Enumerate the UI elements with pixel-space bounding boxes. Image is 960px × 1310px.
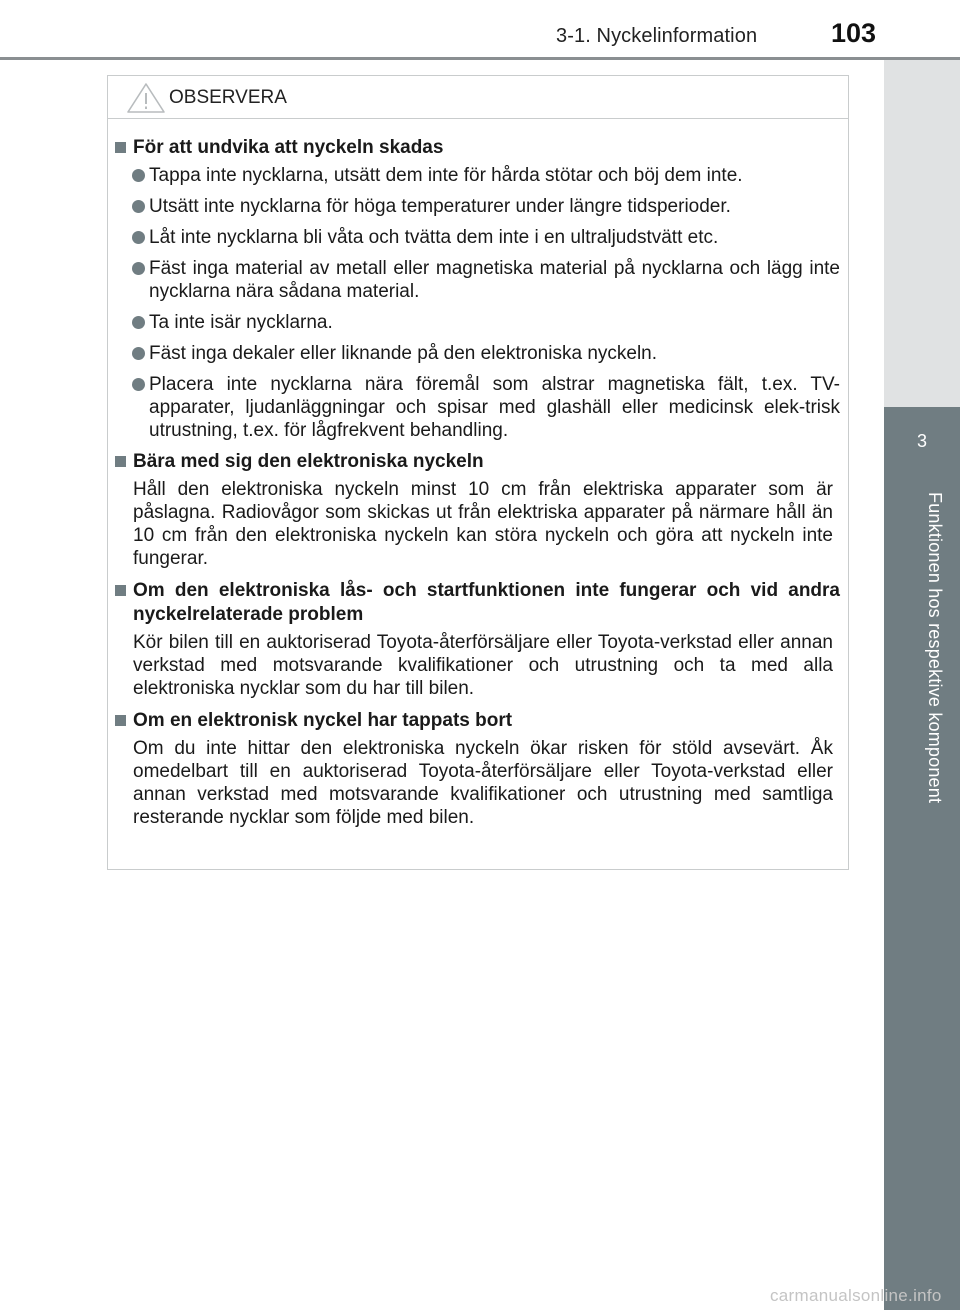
section-heading: Bära med sig den elektroniska nyckeln <box>114 450 840 474</box>
section-text: Kör bilen till en auktoriserad Toyota-återförsäljare eller Toyota-verkstad eller annan verkstad med motsvarande kvalifikationer och utrustning och ta med alla elektroniska nycklar som du har till bilen. <box>133 632 833 699</box>
notice-box <box>107 75 849 870</box>
chapter-tab <box>884 407 960 1310</box>
notice-header <box>108 76 848 119</box>
notice-label: OBSERVERA <box>169 87 287 108</box>
list-item: Utsätt inte nycklarna för höga temperaturer under längre tidsperioder. <box>114 195 840 218</box>
square-bullet-icon <box>115 585 126 596</box>
circle-bullet-icon <box>132 169 145 182</box>
section-heading: Om en elektronisk nyckel har tappats bort <box>114 709 840 733</box>
circle-bullet-icon <box>132 378 145 391</box>
list-item: Fäst inga dekaler eller liknande på den elektroniska nyckeln. <box>114 342 840 365</box>
side-tab-upper <box>884 60 960 407</box>
square-bullet-icon <box>115 142 126 153</box>
section-text: Om du inte hittar den elektroniska nyckeln ökar risken för stöld avsevärt. Åk omedelbart till en auktoriserad Toyota-återförsäljare eller Toyota-verkstad eller annan verkstad med motsvarande kvalifikationer och utrustning med samtliga resterande nycklar som följde med bilen. <box>133 738 833 828</box>
list-item: Fäst inga material av metall eller magnetiska material på nycklarna och lägg inte nycklarna nära sådana material. <box>114 257 840 303</box>
watermark: carmanualsonline.info <box>770 1286 942 1305</box>
square-bullet-icon <box>115 715 126 726</box>
notice-body <box>108 119 848 829</box>
header-rule <box>0 57 960 60</box>
circle-bullet-icon <box>132 231 145 244</box>
circle-bullet-icon <box>132 316 145 329</box>
chapter-title: Funktionen hos respektive komponent <box>925 492 945 804</box>
circle-bullet-icon <box>132 347 145 360</box>
list-item: Placera inte nycklarna nära föremål som alstrar magnetiska fält, t.ex. TV-apparater, ljudanläggningar och spisar med glashäll eller medicinsk elek-trisk utrustning, t.ex. för lågfrekvent behandling. <box>114 373 840 442</box>
section-heading: Om den elektroniska lås- och startfunktionen inte fungerar och vid andra nyckelrelaterade problem <box>114 579 840 627</box>
section-text: Håll den elektroniska nyckeln minst 10 cm från elektriska apparater som är påslagna. Radiovågor som skickas ut från elektriska apparater på närmare håll än 10 cm från den elektroniska nyckeln kan störa nyckeln och göra att nyckeln inte fungerar. <box>133 479 833 569</box>
square-bullet-icon <box>115 456 126 467</box>
list-item: Ta inte isär nycklarna. <box>114 311 840 334</box>
list-item: Låt inte nycklarna bli våta och tvätta dem inte i en ultraljudstvätt etc. <box>114 226 840 249</box>
warning-triangle-icon <box>126 82 166 114</box>
circle-bullet-icon <box>132 200 145 213</box>
section-title: 3-1. Nyckelinformation <box>556 25 758 47</box>
section-heading: För att undvika att nyckeln skadas <box>114 136 840 160</box>
chapter-number: 3 <box>916 431 927 451</box>
circle-bullet-icon <box>132 262 145 275</box>
page-number: 103 <box>831 18 877 48</box>
list-item: Tappa inte nycklarna, utsätt dem inte för hårda stötar och böj dem inte. <box>114 164 840 187</box>
